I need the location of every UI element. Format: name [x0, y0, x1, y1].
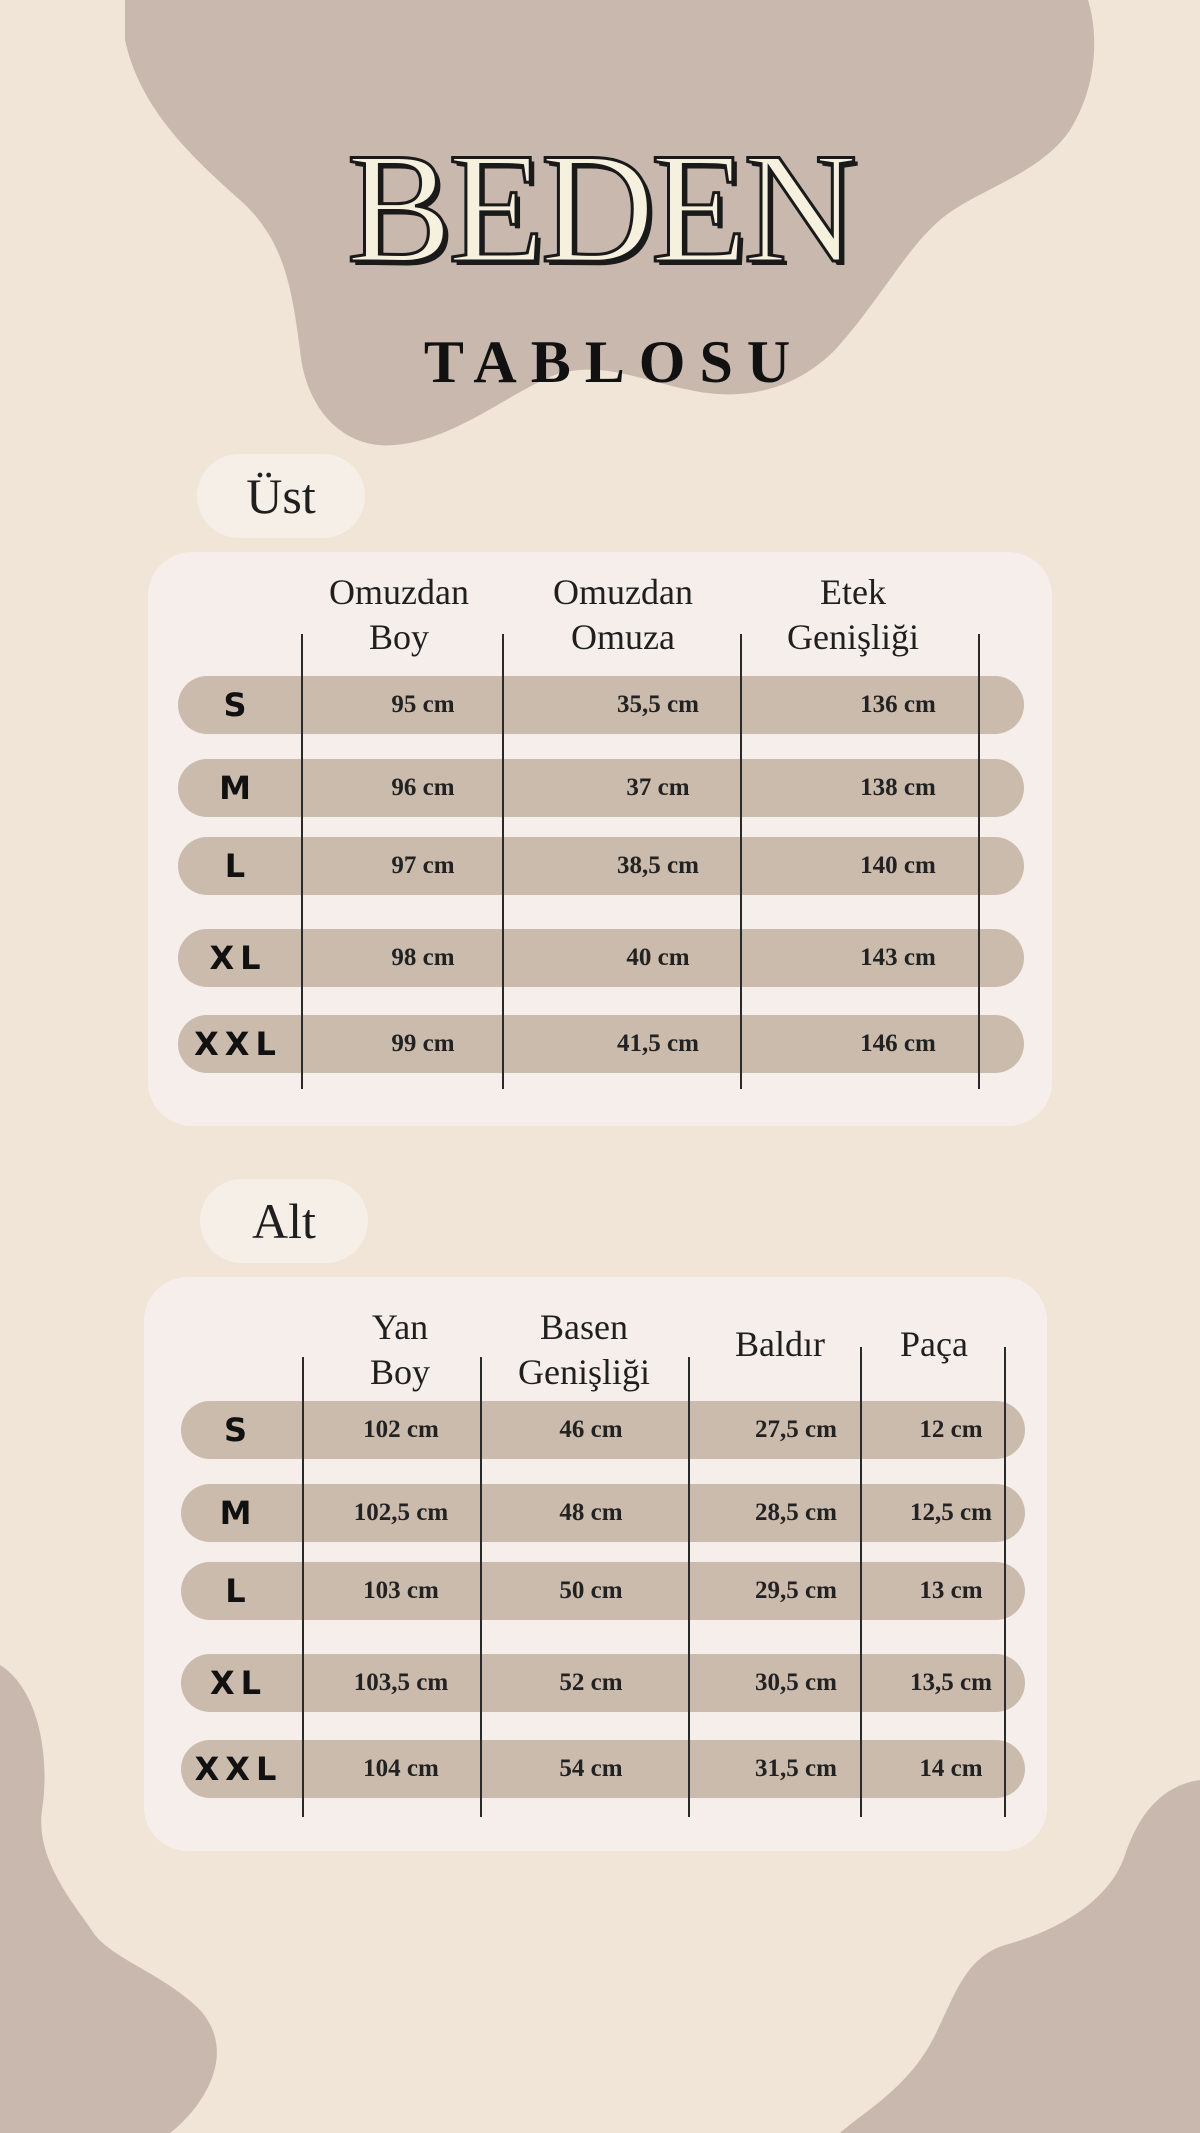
table-row [181, 1562, 1025, 1620]
table-row [178, 1015, 1024, 1073]
size-label: XXL [194, 1750, 283, 1788]
table-cell: 28,5 cm [755, 1499, 837, 1526]
table-row [181, 1740, 1025, 1798]
column-divider [502, 634, 504, 1089]
size-label: M [219, 1494, 258, 1532]
size-label: L [224, 847, 252, 885]
table-cell: 29,5 cm [755, 1577, 837, 1604]
table-cell: 95 cm [391, 691, 455, 718]
size-label: XL [209, 939, 267, 977]
table-row [181, 1401, 1025, 1459]
upper-table-panel [148, 552, 1052, 1126]
column-divider [302, 1357, 304, 1817]
page-title: BEDEN [346, 121, 854, 296]
header-cell: Omuzdan Boy [329, 572, 469, 657]
table-cell: 102,5 cm [353, 1499, 449, 1526]
table-cell: 140 cm [860, 852, 936, 879]
table-cell: 102 cm [363, 1416, 439, 1443]
table-cell: 146 cm [860, 1030, 936, 1057]
table-cell: 46 cm [559, 1416, 623, 1443]
table-row [178, 759, 1024, 817]
table-cell: 97 cm [391, 852, 455, 879]
page-subtitle: TABLOSU [423, 329, 805, 395]
column-divider [688, 1357, 690, 1817]
header-cell: Yan Boy [369, 1307, 430, 1392]
table-cell: 37 cm [626, 774, 690, 801]
table-cell: 52 cm [559, 1669, 623, 1696]
size-label: XXL [194, 1025, 282, 1063]
table-cell: 98 cm [391, 944, 455, 971]
column-divider [740, 634, 742, 1089]
table-row [181, 1654, 1025, 1712]
table-cell: 30,5 cm [755, 1669, 837, 1696]
table-cell: 54 cm [559, 1755, 623, 1782]
table-row [181, 1484, 1025, 1542]
table-cell: 104 cm [363, 1755, 439, 1782]
size-label: S [223, 686, 253, 724]
table-cell: 48 cm [559, 1499, 623, 1526]
table-row [178, 929, 1024, 987]
table-cell: 103 cm [363, 1577, 439, 1604]
lower-table-panel [144, 1277, 1047, 1851]
table-cell: 27,5 cm [755, 1416, 837, 1443]
table-cell: 40 cm [626, 944, 690, 971]
size-label: L [225, 1572, 252, 1610]
column-divider [480, 1357, 482, 1817]
table-cell: 12,5 cm [910, 1499, 992, 1526]
header-cell: Etek Genişliği [787, 572, 919, 657]
section-label-upper: Üst [197, 454, 365, 538]
table-cell: 103,5 cm [353, 1669, 449, 1696]
table-cell: 12 cm [919, 1416, 983, 1443]
column-divider [301, 634, 303, 1089]
table-cell: 99 cm [391, 1030, 455, 1057]
table-cell: 136 cm [860, 691, 936, 718]
section-label-lower: Alt [200, 1179, 368, 1263]
table-cell: 13 cm [919, 1577, 983, 1604]
table-cell: 138 cm [860, 774, 936, 801]
table-cell: 96 cm [391, 774, 455, 801]
size-label: M [219, 769, 257, 807]
table-cell: 35,5 cm [617, 691, 699, 718]
header-cell: Omuzdan Omuza [553, 572, 693, 657]
column-divider [978, 634, 980, 1089]
column-divider [1004, 1347, 1006, 1817]
header-cell: Paça [900, 1324, 968, 1364]
size-label: S [223, 1411, 254, 1449]
header-cell: Baldır [735, 1324, 825, 1364]
table-cell: 13,5 cm [910, 1669, 992, 1696]
table-cell: 143 cm [860, 944, 936, 971]
table-cell: 38,5 cm [617, 852, 699, 879]
size-label: XL [209, 1664, 268, 1702]
header-cell: Basen Genişliği [518, 1307, 650, 1392]
table-row [178, 837, 1024, 895]
table-row [178, 676, 1024, 734]
table-cell: 50 cm [559, 1577, 623, 1604]
table-cell: 31,5 cm [755, 1755, 837, 1782]
table-cell: 41,5 cm [617, 1030, 699, 1057]
table-cell: 14 cm [919, 1755, 983, 1782]
column-divider [860, 1347, 862, 1817]
